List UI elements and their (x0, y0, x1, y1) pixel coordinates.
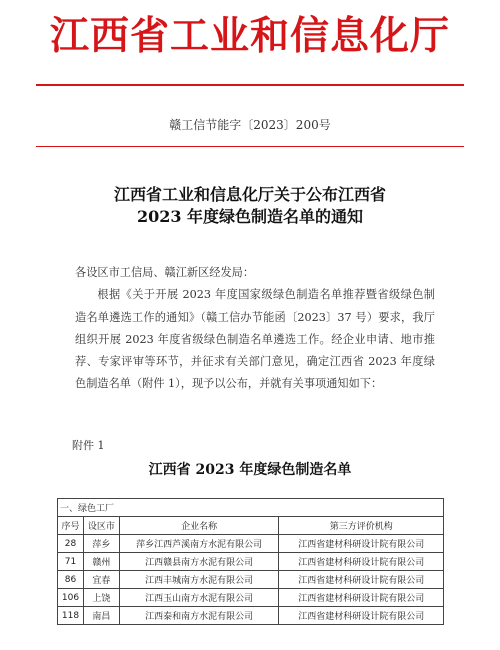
table-header-row (58, 517, 444, 535)
table-cell: 江西省建材科研设计院有限公司 (279, 589, 444, 607)
table-cell: 江西泰和南方水泥有限公司 (119, 607, 279, 625)
notice-title (0, 184, 500, 228)
table-cell: 赣州 (83, 553, 119, 571)
attachment-title: 江西省 2023 年度绿色制造名单 (148, 462, 352, 478)
header-red-rule (36, 84, 464, 86)
table-cell: 上饶 (83, 589, 119, 607)
table-cell: 江西玉山南方水泥有限公司 (119, 589, 279, 607)
table-header-cell: 序号 (58, 517, 84, 535)
notice-body (75, 262, 435, 396)
table-cell: 86 (58, 571, 84, 589)
table-cell: 106 (58, 589, 84, 607)
salutation: 各设区市工信局、赣江新区经发局： (75, 266, 255, 279)
table-row (58, 589, 444, 607)
table-row (58, 553, 444, 571)
notice-title-line-1: 江西省工业和信息化厅关于公布江西省 (113, 185, 386, 204)
table-cell: 江西省建材科研设计院有限公司 (279, 607, 444, 625)
table-cell: 江西省建材科研设计院有限公司 (279, 535, 444, 553)
body-paragraph: 根据《关于开展 2023 年度国家级绿色制造名单推荐暨省级绿色制造名单遴选工作的通知》（赣工信办节能函〔2023〕37 号）要求，我厅组织开展 2023 年度省级绿色制造名单遴选工作。经企业申请、地市推荐、专家评审等环节，并征求有关部门意见，确定江西省 2023 年度绿色制造名单（附件 1），现予以公布，并就有关事项通知如下： (75, 288, 435, 391)
table-section-row (58, 499, 444, 517)
table-cell: 江西丰城南方水泥有限公司 (119, 571, 279, 589)
table-cell: 118 (58, 607, 84, 625)
table-header-cell: 设区市 (83, 517, 119, 535)
table-cell: 宜春 (83, 571, 119, 589)
issuer-header: 江西省工业和信息化厅 (49, 13, 450, 59)
table-row (58, 535, 444, 553)
table-header-cell: 企业名称 (119, 517, 279, 535)
table-cell: 南昌 (83, 607, 119, 625)
table-cell: 28 (58, 535, 84, 553)
table-section-label: 一、绿色工厂 (58, 499, 444, 517)
table-cell: 71 (58, 553, 84, 571)
table-cell: 江西赣县南方水泥有限公司 (119, 553, 279, 571)
green-factory-table (57, 498, 444, 625)
divider-red-rule (36, 146, 464, 147)
table-cell: 萍乡江西芦溪南方水泥有限公司 (119, 535, 279, 553)
table-row (58, 607, 444, 625)
notice-title-line-2: 2023 年度绿色制造名单的通知 (136, 207, 364, 226)
attachment-label: 附件 1 (72, 439, 105, 452)
table-cell: 萍乡 (83, 535, 119, 553)
table-cell: 江西省建材科研设计院有限公司 (279, 553, 444, 571)
document-number: 赣工信节能字〔2023〕200号 (169, 118, 331, 132)
table-cell: 江西省建材科研设计院有限公司 (279, 571, 444, 589)
table-row (58, 571, 444, 589)
table-header-cell: 第三方评价机构 (279, 517, 444, 535)
